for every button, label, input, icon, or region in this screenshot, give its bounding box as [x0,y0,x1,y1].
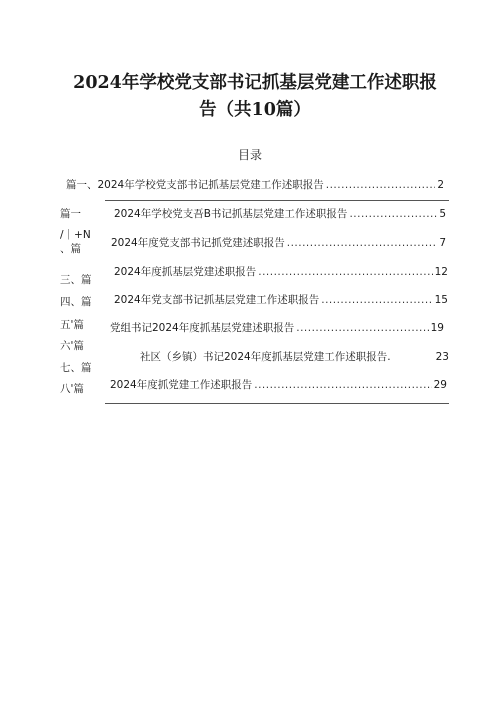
toc-entry-page: 5 [439,208,446,220]
toc-entry-text: 2024年度抓党建工作述职报告 [110,379,253,391]
toc-label: 篇一 [60,208,81,220]
toc-entry-text: 2024年党支部书记抓基层党建工作述职报告 [114,294,320,306]
toc-entry[interactable] [110,320,444,335]
toc-entry[interactable] [114,206,446,221]
table-bottom-rule [105,403,449,404]
title-line-2: 告（共10篇） [199,100,311,120]
toc-entry-page: 7 [439,237,446,249]
toc-label: /｜+N 、篇 [60,229,91,255]
toc-entry-text: 2024年学校党支部书记抓基层党建工作述职报告 [97,179,324,191]
toc-entry-page: 12 [434,266,448,278]
toc-leader-dots [349,208,437,220]
toc-heading: 目录 [237,148,262,162]
toc-entry-text: 社区（乡镇）书记2024年度抓基层党建工作述职报告. [140,351,391,363]
toc-entry-page: 19 [430,322,444,334]
toc-entry-page: 2 [437,179,444,191]
toc-entry[interactable] [110,377,447,392]
toc-entry-text: 2024年度党支部书记抓党建述职报告 [111,237,285,249]
toc-leader-dots [287,237,438,249]
toc-label: 三、篇 [60,274,92,286]
toc-entry[interactable] [140,349,449,364]
toc-entry-page: 23 [435,351,449,363]
toc-entry-text: 2024年学校党支吾B书记抓基层党建工作述职报告 [114,208,348,220]
toc-entry[interactable] [114,292,448,307]
toc-entry-label: 篇一、 [66,179,98,191]
toc-entry[interactable] [114,264,448,279]
toc-entry-page: 29 [433,379,447,391]
toc-entry-page: 15 [434,294,448,306]
toc-leader-dots [258,266,432,278]
toc-label: 五'篇 [60,319,84,331]
toc-leader-dots [296,322,428,334]
document-title [40,70,470,124]
toc-label: 四、篇 [60,296,92,308]
toc-leader-dots [326,179,436,191]
toc-label: 六'篇 [60,340,84,352]
toc-entry-text: 2024年度抓基层党建述职报告 [114,266,257,278]
table-top-rule [105,200,449,201]
toc-leader-dots [321,294,432,306]
toc-entry[interactable] [111,235,446,250]
toc-label: 八'篇 [60,383,84,395]
toc-label: 七、篇 [60,362,92,374]
toc-entry-text: 党组书记2024年度抓基层党建述职报告 [110,322,295,334]
toc-leader-dots [254,379,431,391]
toc-entry[interactable] [66,177,444,192]
title-line-1: 2024年学校党支部书记抓基层党建工作述职报 [73,73,437,93]
